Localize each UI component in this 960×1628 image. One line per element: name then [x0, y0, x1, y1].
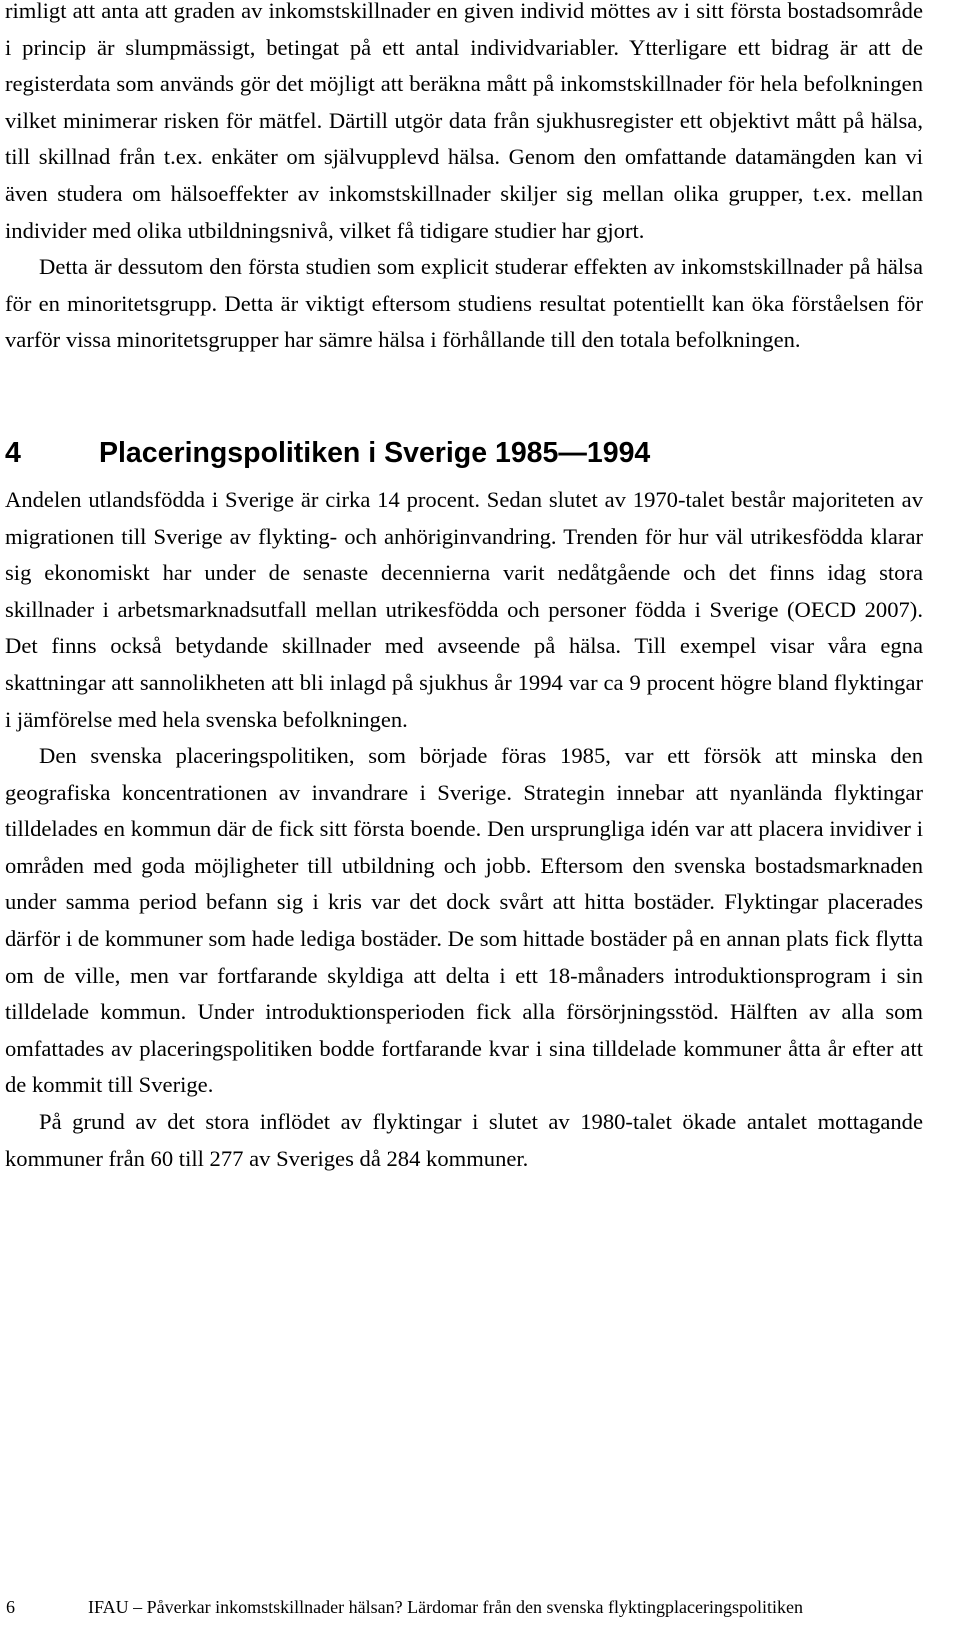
section-title: Placeringspolitiken i Sverige 1985—1994 — [99, 436, 651, 469]
section-number: 4 — [5, 436, 21, 469]
running-title: IFAU – Påverkar inkomstskillnader hälsan? Lärdomar från den svenska flyktingplaceringspolitiken — [88, 1597, 803, 1617]
body-paragraph-2: Detta är dessutom den första studien som explicit studerar effekten av inkomstskillnader på hälsa för en minoritetsgrupp. Detta är viktigt eftersom studiens resultat potentiellt kan öka förståelsen för varför vissa minoritetsgrupper har sämre hälsa i förhållande till den totala befolkningen. — [5, 254, 923, 353]
page-number: 6 — [6, 1597, 15, 1617]
section-paragraph-1: Andelen utlandsfödda i Sverige är cirka 14 procent. Sedan slutet av 1970-talet består majoriteten av migrationen till Sverige av flykting- och anhöriginvandring. Trenden för hur väl utrikesfödda klarar sig ekonomiskt har under de senaste decennierna varit nedåtgående och det finns idag stora skillnader i arbetsmarknadsutfall mellan utrikesfödda och personer födda i Sverige (OECD 2007). Det finns också betydande skillnader med avseende på hälsa. Till exempel visar våra egna skattningar att sannolikheten att bli inlagd på sjukhus år 1994 var ca 9 procent högre bland flyktingar i jämförelse med hela svenska befolkningen. — [5, 486, 923, 732]
page-footer — [6, 1596, 924, 1618]
section-paragraph-2: Den svenska placeringspolitiken, som började föras 1985, var ett försök att minska den geografiska koncentrationen av invandrare i Sverige. Strategin innebar att nyanlända flyktingar tilldelades en kommun där de fick sitt första boende. Den ursprungliga idén var att placera invidiver i områden med goda möjligheter till utbildning och jobb. Eftersom den svenska bostadsmarknaden under samma period befann sig i kris var det dock svårt att hitta bostäder. Flyktingar placerades därför i de kommuner som hade lediga bostäder. De som hittade bostäder på en annan plats fick flytta om de ville, men var fortfarande skyldiga att delta i ett 18-månaders introduktionsprogram i sin tilldelade kommun. Under introduktionsperioden fick alla försörjningsstöd. Hälften av alla som omfattades av placeringspolitiken bodde fortfarande kvar i sina tilldelade kommuner åtta år efter att de kommit till Sverige. — [5, 743, 923, 1098]
body-paragraph-1: rimligt att anta att graden av inkomstskillnader en given individ möttes av i sitt första bostadsområde i princip är slumpmässigt, betingat på ett antal individvariabler. Ytterligare ett bidrag är att de registerdata som används gör det möjligt att beräkna mått på inkomstskillnader för hela befolkningen vilket minimerar risken för mätfel. Därtill utgör data från sjukhusregister ett objektivt mått på hälsa, till skillnad från t.ex. enkäter om självupplevd hälsa. Genom den omfattande datamängden kan vi även studera om hälsoeffekter av inkomstskillnader skiljer sig mellan olika grupper, t.ex. mellan individer med olika utbildningsnivå, vilket få tidigare studier har gjort. — [5, 0, 923, 243]
section-heading — [5, 436, 923, 476]
document-page — [5, 0, 923, 1177]
section-paragraph-3: På grund av det stora inflödet av flyktingar i slutet av 1980-talet ökade antalet mottagande kommuner från 60 till 277 av Sveriges då 284 kommuner. — [5, 1109, 923, 1171]
